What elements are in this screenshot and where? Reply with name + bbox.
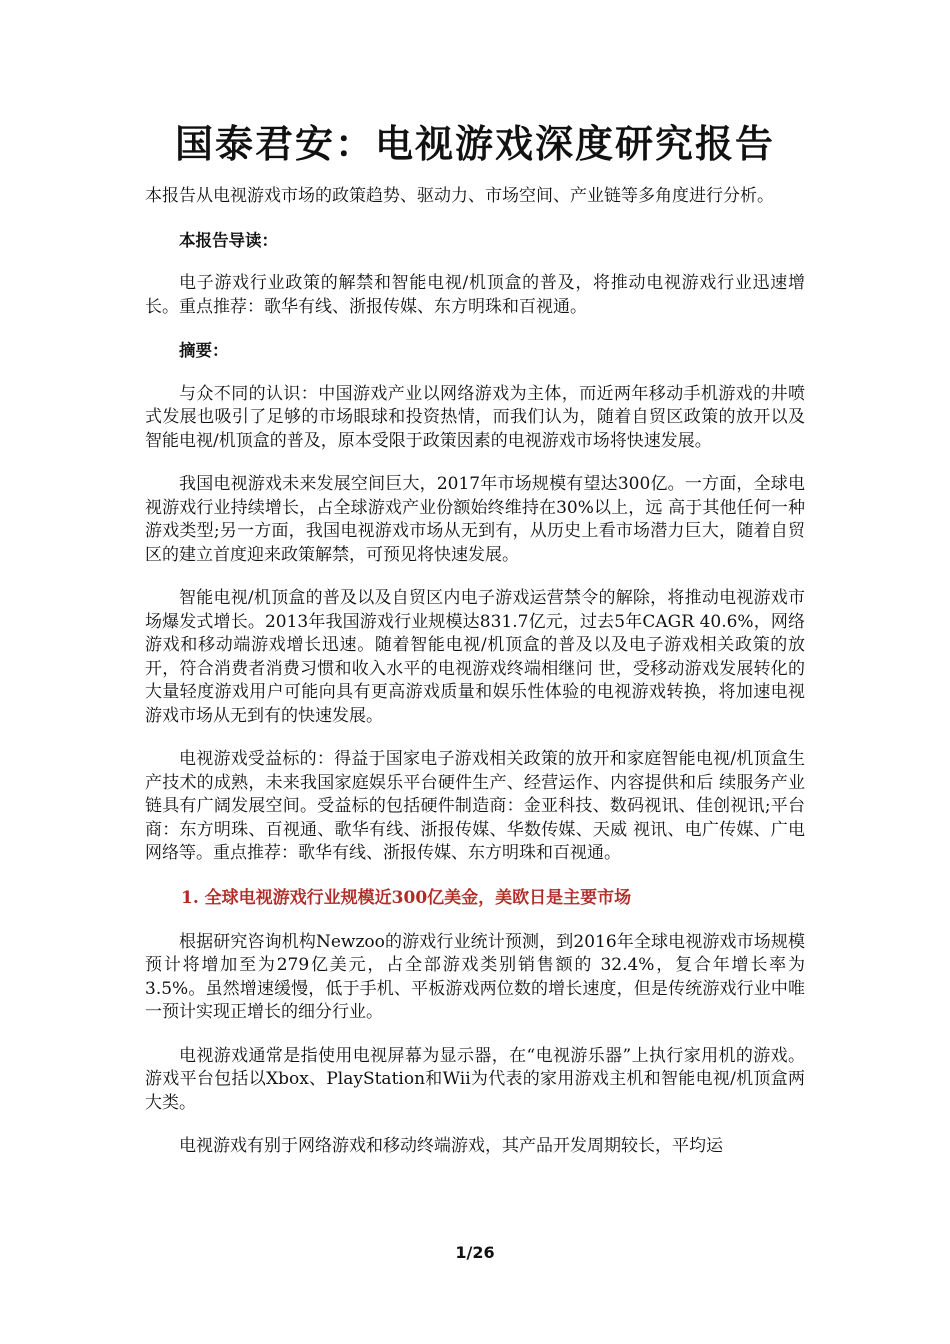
report-body [145, 185, 805, 1179]
summary-label: 摘要： [179, 341, 229, 360]
page-number: 1/26 [455, 1243, 495, 1262]
section-heading: 1. 全球电视游戏行业规模近300亿美金，美欧日是主要市场 [181, 887, 632, 908]
summary-paragraph-3: 智能电视/机顶盒的普及以及自贸区内电子游戏运营禁令的解除，将推动电视游戏市场爆发式增长。2013年我国游戏行业规模达831.7亿元，过去5年CAGR 40.6%，网络游戏和移动端游戏增长迅速。随着智能电视/机顶盒的普及以及电子游戏相关政策的放开，符合消费者消费习惯和收入水平的电视游戏终端相继问 世，受移动游戏发展转化的大量轻度游戏用户可能向具有更高游戏质量和娱乐性体验的电视游戏转换，将加速电视游戏市场从无到有的快速发展。 [145, 588, 805, 726]
section-paragraph-1: 根据研究咨询机构Newzoo的游戏行业统计预测，到2016年全球电视游戏市场规模预计将增加至为279亿美元，占全部游戏类别销售额的 32.4%，复合年增长率为3.5%。虽然增速缓慢，低于手机、平板游戏两位数的增长速度，但是传统游戏行业中唯一预计实现正增长的细分行业。 [145, 931, 805, 1022]
section-paragraph-3: 电视游戏有别于网络游戏和移动终端游戏，其产品开发周期较长，平均运 [179, 1136, 723, 1156]
guide-paragraph: 电子游戏行业政策的解禁和智能电视/机顶盒的普及，将推动电视游戏行业迅速增长。重点推荐：歌华有线、浙报传媒、东方明珠和百视通。 [145, 273, 805, 317]
section-paragraph-2: 电视游戏通常是指使用电视屏幕为显示器，在“电视游乐器”上执行家用机的游戏。游戏平台包括以Xbox、PlayStation和Wii为代表的家用游戏主机和智能电视/机顶盒两大类。 [145, 1045, 805, 1113]
summary-paragraph-4: 电视游戏受益标的：得益于国家电子游戏相关政策的放开和家庭智能电视/机顶盒生产技术的成熟，未来我国家庭娱乐平台硬件生产、经营运作、内容提供和后 续服务产业链具有广阔发展空间。受益标的包括硬件制造商：金亚科技、数码视讯、佳创视讯;平台商：东方明珠、百视通、歌华有线、浙报传媒、华数传媒、天威 视讯、电广传媒、广电网络等。重点推荐：歌华有线、浙报传媒、东方明珠和百视通。 [145, 749, 805, 863]
summary-paragraph-2: 我国电视游戏未来发展空间巨大，2017年市场规模有望达300亿。一方面，全球电视游戏行业持续增长，占全球游戏产业份额始终维持在30%以上，远 高于其他任何一种游戏类型;另一方面，我国电视游戏市场从无到有，从历史上看市场潜力巨大，随着自贸区的建立首度迎来政策解禁，可预见将快速发展。 [145, 474, 805, 565]
summary-paragraph-1: 与众不同的认识：中国游戏产业以网络游戏为主体，而近两年移动手机游戏的井喷式发展也吸引了足够的市场眼球和投资热情，而我们认为，随着自贸区政策的放开以及智能电视/机顶盒的普及，原本受限于政策因素的电视游戏市场将快速发展。 [145, 383, 805, 451]
report-title: 国泰君安：电视游戏深度研究报告 [174, 121, 775, 166]
intro-paragraph: 本报告从电视游戏市场的政策趋势、驱动力、市场空间、产业链等多角度进行分析。 [145, 186, 774, 206]
guide-label: 本报告导读： [179, 230, 278, 250]
